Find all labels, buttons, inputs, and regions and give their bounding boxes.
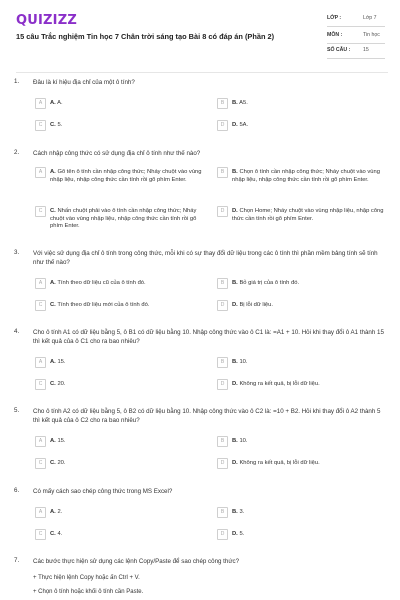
option-text: 20.: [57, 460, 66, 466]
option-text: 10.: [239, 359, 248, 365]
meta-count: [327, 44, 385, 59]
option-label: D.: [232, 531, 238, 537]
option-letter-box: D: [217, 206, 228, 217]
option-label: B.: [232, 100, 238, 106]
question-number: 5.: [14, 407, 20, 414]
meta-subject-value: Tin học: [363, 32, 380, 38]
option-letter-box: D: [217, 529, 228, 540]
worksheet-header: [0, 0, 400, 68]
option-label: C.: [50, 460, 56, 466]
option-letter-box: D: [217, 120, 228, 131]
option-text: Tính theo dữ liệu mới của ô tính đó.: [57, 302, 150, 308]
option-letter-box: B: [217, 278, 228, 289]
meta-count-value: 15: [363, 47, 369, 53]
question-number: 6.: [14, 487, 20, 494]
option-label: C.: [50, 122, 56, 128]
instruction-line: + Thực hiện lệnh Copy hoặc ấn Ctrl + V.: [33, 575, 140, 581]
option-text: Bỏ giá trị của ô tính đó.: [239, 280, 300, 286]
option-label: B.: [232, 280, 238, 286]
option-letter-box: A: [35, 167, 46, 178]
option-label: B.: [232, 359, 238, 365]
option-letter-box: A: [35, 436, 46, 447]
option-text: A.: [57, 100, 63, 106]
option-label: B.: [232, 169, 238, 175]
option-letter-box: B: [217, 167, 228, 178]
option-text: 20.: [57, 381, 66, 387]
option-label: A.: [50, 280, 56, 286]
question-number: 7.: [14, 557, 20, 564]
option-text: 5.: [239, 531, 245, 537]
option-label: A.: [50, 100, 56, 106]
option-text: 15.: [57, 359, 66, 365]
question-text: Với việc sử dụng địa chỉ ô tính trong công thức, mỗi khi có sự thay đổi dữ liệu trong các ô tính thì phần mềm bảng tính sẽ tính như thế nào?: [33, 250, 378, 266]
option-label: A.: [50, 509, 56, 515]
option-letter-box: A: [35, 278, 46, 289]
question-text: Đâu là kí hiệu địa chỉ của một ô tính?: [33, 79, 135, 86]
option-letter-box: C: [35, 120, 46, 131]
option-text: 4.: [57, 531, 63, 537]
meta-count-label: SỐ CÂU :: [327, 47, 351, 53]
option-label: D.: [232, 381, 238, 387]
meta-class-label: LỚP :: [327, 15, 342, 21]
option-text: Bị lỗi dữ liệu.: [239, 302, 273, 308]
option-text: 15.: [57, 438, 66, 444]
option-letter-box: D: [217, 379, 228, 390]
meta-class-value: Lớp 7: [363, 15, 377, 21]
option-label: C.: [50, 531, 56, 537]
option-text: 3.: [239, 509, 245, 515]
question-text: Các bước thực hiện sử dụng các lệnh Copy/Paste để sao chép công thức?: [33, 558, 240, 565]
option-letter-box: A: [35, 507, 46, 518]
option-text: A5.: [239, 100, 248, 106]
question-number: 4.: [14, 328, 20, 335]
option-label: D.: [232, 208, 238, 214]
meta-class: [327, 12, 385, 27]
option-label: C.: [50, 302, 56, 308]
option-text: Tính theo dữ liệu cũ của ô tính đó.: [57, 280, 146, 286]
option-letter-box: B: [217, 98, 228, 109]
meta-subject: [327, 29, 385, 44]
option-text: 5A.: [239, 122, 249, 128]
option-text: Không ra kết quả, bị lỗi dữ liệu.: [239, 381, 320, 387]
option-text: Chọn Home; Nháy chuột vào vùng nhập liệu, nhập công thức cần tính rồi gõ phím Enter.: [232, 208, 384, 222]
meta-subject-label: MÔN :: [327, 32, 343, 38]
option-letter-box: D: [217, 300, 228, 311]
question-number: 1.: [14, 78, 20, 85]
option-letter-box: C: [35, 379, 46, 390]
option-text: Nhấn chuột phải vào ô tính cần nhập công thức; Nháy chuột vào vùng nhập liệu, nhập công thức cần tính rồi gõ phím Enter.: [50, 208, 197, 229]
page-title: 15 câu Trắc nghiệm Tin học 7 Chân trời sáng tạo Bài 8 có đáp án (Phần 2): [16, 32, 275, 41]
option-letter-box: C: [35, 300, 46, 311]
option-letter-box: C: [35, 529, 46, 540]
option-text: Không ra kết quả, bị lỗi dữ liệu.: [239, 460, 320, 466]
option-label: D.: [232, 122, 238, 128]
option-label: A.: [50, 359, 56, 365]
question-text: Cho ô tính A1 có dữ liệu bằng 5, ô B1 có dữ liệu bằng 10. Nhập công thức vào ô C1 là: =A1 + 10. Hỏi khi thay đổi ô A1 thành 15 thì kết quả của ô C1 cho ra bao nhiêu?: [33, 329, 384, 345]
option-letter-box: D: [217, 458, 228, 469]
option-text: 2.: [57, 509, 63, 515]
option-text: 5.: [57, 122, 63, 128]
option-text: Gõ tên ô tính cần nhập công thức; Nháy chuột vào vùng nhập liệu, nhập công thức cần tính rồi gõ phím Enter.: [50, 169, 202, 183]
option-letter-box: B: [217, 357, 228, 368]
instruction-line: + Chọn ô tính hoặc khối ô tính cần Paste.: [33, 589, 144, 595]
question-number: 2.: [14, 149, 20, 156]
option-letter-box: C: [35, 458, 46, 469]
option-label: C.: [50, 381, 56, 387]
option-letter-box: C: [35, 206, 46, 217]
option-label: A.: [50, 169, 56, 175]
question-text: Cách nhập công thức có sử dụng địa chỉ ô tính như thế nào?: [33, 150, 201, 157]
question-text: Cho ô tính A2 có dữ liệu bằng 5, ô B2 có dữ liệu bằng 10. Nhập công thức vào ô C2 là: =10 + B2. Hỏi khi thay đổi ô A2 thành 5 thì kết quả của ô C2 cho ra bao nhiêu?: [33, 408, 381, 424]
option-letter-box: A: [35, 98, 46, 109]
question-text: Có mấy cách sao chép công thức trong MS Excel?: [33, 488, 173, 495]
option-label: C.: [50, 208, 56, 214]
option-label: D.: [232, 302, 238, 308]
option-letter-box: B: [217, 436, 228, 447]
option-label: D.: [232, 460, 238, 466]
option-label: A.: [50, 438, 56, 444]
option-label: B.: [232, 438, 238, 444]
option-text: 10.: [239, 438, 248, 444]
option-letter-box: B: [217, 507, 228, 518]
option-text: Chọn ô tính cần nhập công thức; Nháy chuột vào vùng nhập liệu, nhập công thức cần tính rồi gõ phím Enter.: [232, 169, 380, 183]
question-number: 3.: [14, 249, 20, 256]
quizizz-logo: QUIZIZZ: [16, 13, 77, 28]
option-letter-box: A: [35, 357, 46, 368]
header-divider: [16, 72, 388, 73]
option-label: B.: [232, 509, 238, 515]
